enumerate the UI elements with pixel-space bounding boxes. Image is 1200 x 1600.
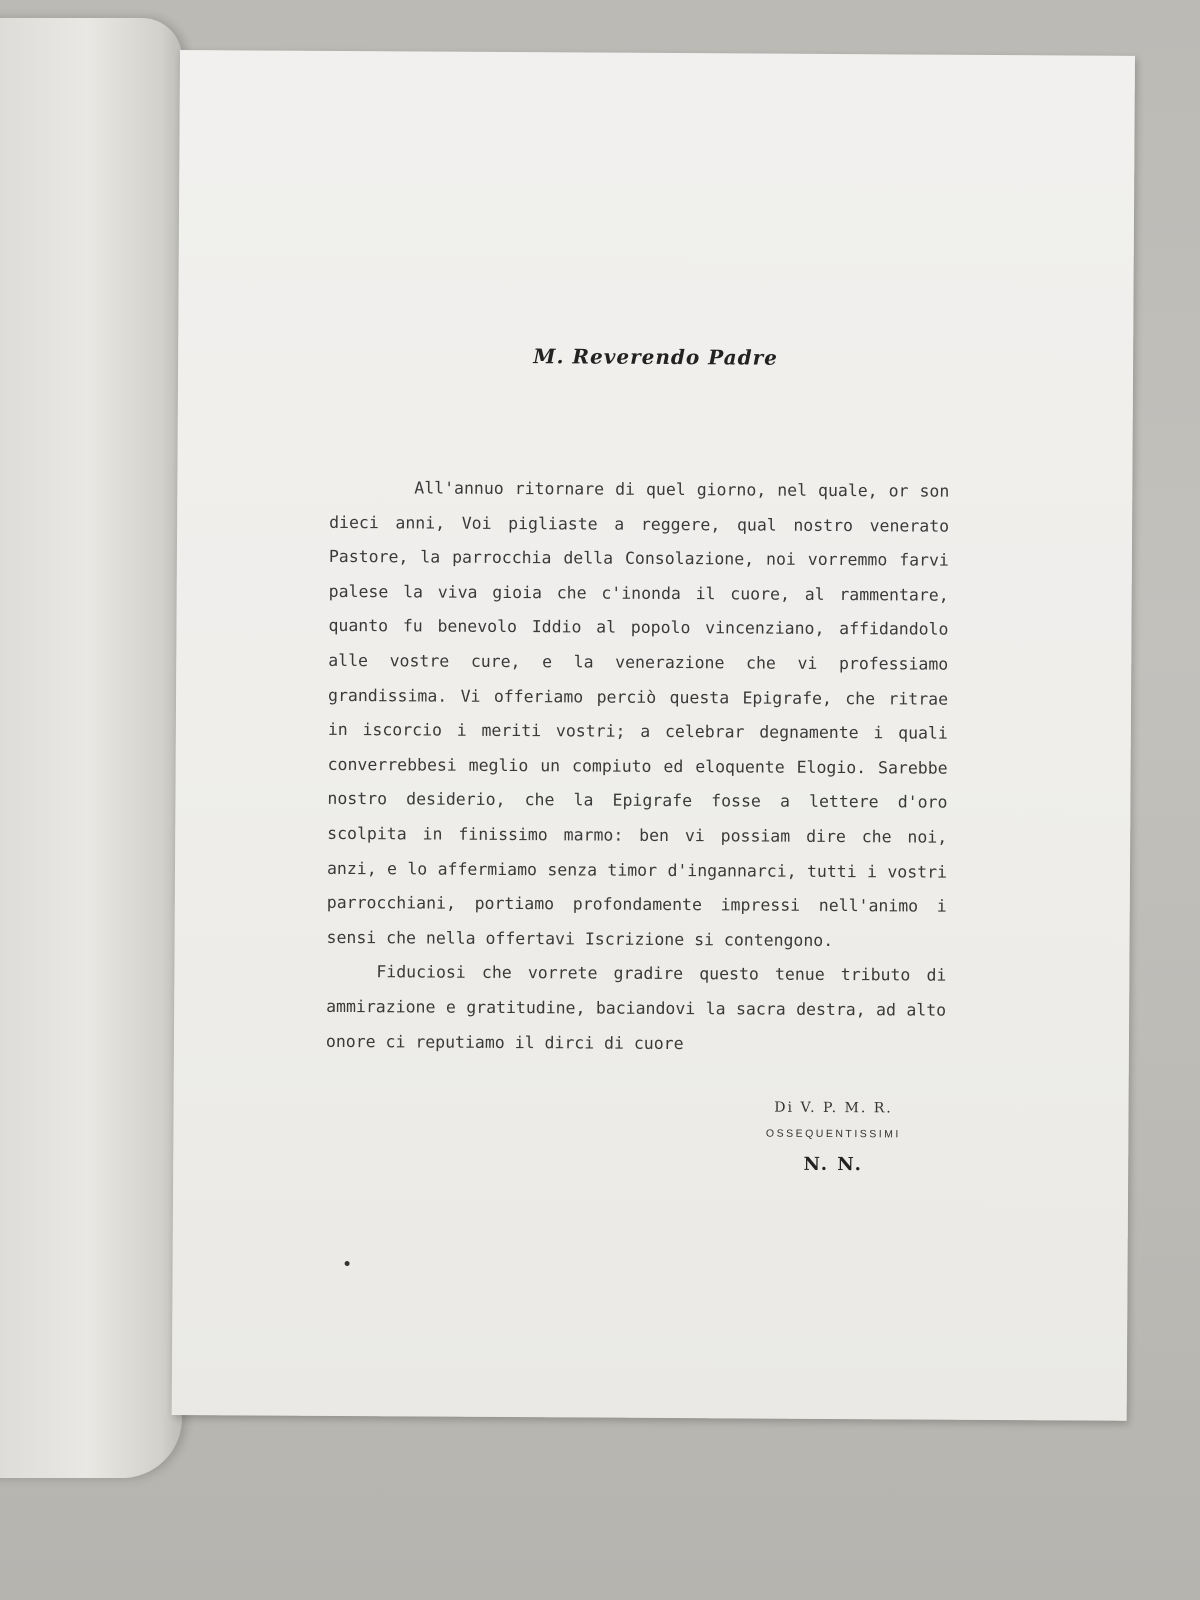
signature-name: N. N. (803, 1153, 863, 1176)
letter-body (326, 471, 950, 1063)
letter-paragraph-2: Fiduciosi che vorrete gradire questo tenue tributo di ammirazione e gratitudine, baciandovi la sacra destra, ad alto onore ci reputiamo il dirci di cuore (325, 962, 947, 1053)
ink-dot (345, 1261, 350, 1266)
letter-paragraph-1: All'annuo ritornare di quel giorno, nel quale, or son dieci anni, Voi pigliaste a reggere, qual nostro venerato Pastore, la parrocchia della Consolazione, noi vorremmo farvi palese la viva gioia che c'inonda il cuore, al rammentare, quanto fu benevolo Iddio al popolo vincenziano, affidandolo alle vostre cure, e la venerazione che vi professiamo grandissima. Vi offeriamo perciò questa Epigrafe, che ritrae in iscorcio i meriti vostri; a celebrar degnamente i quali converrebbesi meglio un compiuto ed eloquente Elogio. Sarebbe nostro desiderio, che la Epigrafe fosse a lettere d'oro scolpita in finissimo marmo: ben vi possiam dire che noi, anzi, e lo affermiamo senza timor d'ingannarci, tutti i vostri parrocchiani, portiamo profondamente impressi nell'animo i sensi che nella offertavi Iscrizione si contengono. (326, 478, 950, 950)
document-page (172, 50, 1135, 1421)
left-page (0, 18, 182, 1478)
salutation-heading: M. Reverendo Padre (533, 344, 778, 370)
signature-abbreviation: Di V. P. M. R. (774, 1099, 893, 1117)
signature-word: OSSEQUENTISSIMI (765, 1127, 901, 1141)
